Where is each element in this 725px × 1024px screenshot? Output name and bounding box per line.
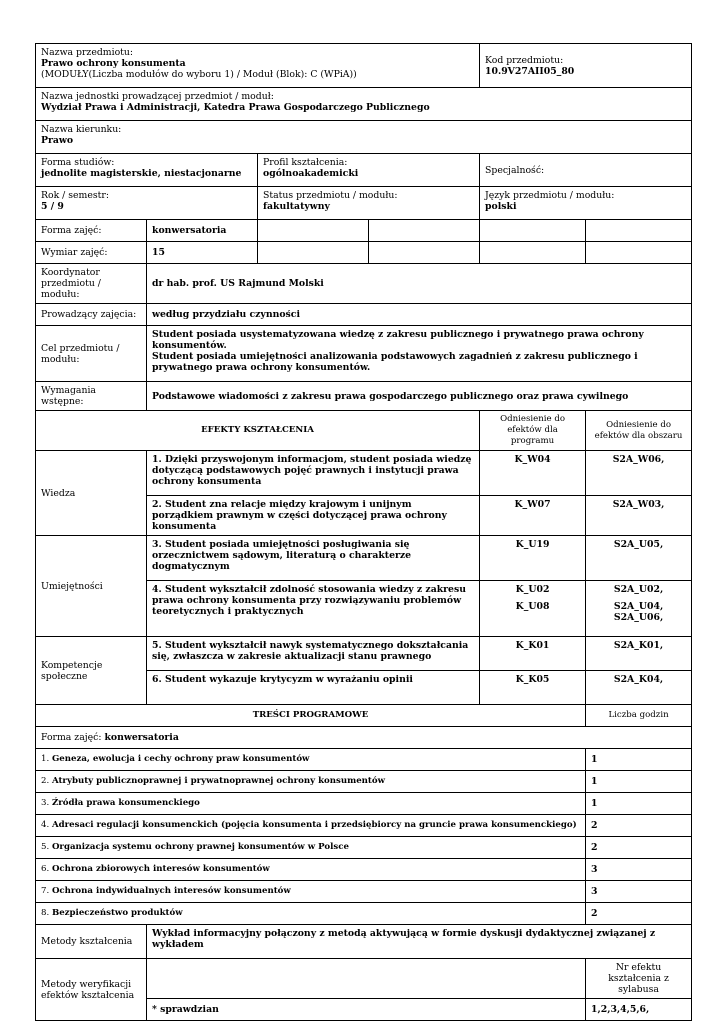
effect-program: K_U19 [480,536,586,581]
subject-row [36,44,692,88]
profile-cell [258,154,480,187]
effect-text: 3. Student posiada umiejętności posługiwania się orzecznictwem sądowym, literaturą o charakterze dogmatycznym [147,536,480,581]
coordinator-value: dr hab. prof. US Rajmund Molski [147,264,692,304]
topic-hours: 3 [586,881,692,903]
year-cell [36,187,258,220]
teachers-row [36,304,692,326]
study-form-row [36,154,692,187]
topic-hours: 1 [586,793,692,815]
topic-row [36,749,692,771]
unit-cell [36,88,692,121]
effects-header-row [36,411,692,451]
goal-row [36,326,692,382]
unit-row [36,88,692,121]
effects-col-program: Odniesienie do efektów dla programu [480,411,586,451]
topic-row [36,815,692,837]
content-hours-header: Liczba godzin [586,705,692,727]
effect-row [36,536,692,581]
year-value: 5 / 9 [41,201,64,212]
topic-row [36,793,692,815]
direction-value: Prawo [41,135,74,146]
effect-row [36,451,692,496]
effect-program: K_W07 [480,496,586,536]
class-form-label: Forma zajęć: [36,220,147,242]
status-cell [258,187,480,220]
language-value: polski [485,201,517,212]
topic-cell: 4. Adresaci regulacji konsumenckich (pojęcia konsumenta i przedsiębiorcy na gruncie prawa konsumenckiego) [36,815,586,837]
verification-method: * sprawdzian [147,999,586,1021]
goal-value [147,326,692,382]
effect-area: S2A_W06, [586,451,692,496]
topic-cell: 8. Bezpieczeństwo produktów [36,903,586,925]
topic-cell: 5. Organizacja systemu ochrony prawnej konsumentów w Polsce [36,837,586,859]
hours-label: Wymiar zajęć: [36,242,147,264]
subject-cell [36,44,480,88]
effects-header: EFEKTY KSZTAŁCENIA [36,411,480,451]
hours-value: 15 [147,242,258,264]
class-form-value: konwersatoria [147,220,258,242]
topic-cell: 1. Geneza, ewolucja i cechy ochrony praw konsumentów [36,749,586,771]
effect-program: K_K05 [480,671,586,705]
topic-cell: 3. Źródła prawa konsumenckiego [36,793,586,815]
topic-hours: 1 [586,749,692,771]
unit-label: Nazwa jednostki prowadzącej przedmiot / moduł: [41,91,274,102]
effect-area: S2A_W03, [586,496,692,536]
specialty-label: Specjalność: [485,164,545,176]
subject-code: 10.9V27AII05_80 [485,65,575,77]
topic-row [36,837,692,859]
effect-group-name: Kompetencje społeczne [36,637,147,705]
effect-text: 1. Dzięki przyswojonym informacjom, student posiada wiedzę dotyczącą podstawowych pojęć prawnych i instytucji prawa ochrony konsumenta [147,451,480,496]
effect-text: 2. Student zna relacje między krajowym i unijnym porządkiem prawnym w części dotyczącej prawa ochrony konsumenta [147,496,480,536]
syllabus-table [35,43,692,1021]
effect-area: S2A_K01, [586,637,692,671]
goal-label: Cel przedmiotu / modułu: [36,326,147,382]
teachers-value: według przydziału czynności [147,304,692,326]
effect-group-name: Umiejętności [36,536,147,637]
goal-line-2: Student posiada umiejętności analizowania podstawowych zagadnień z zakresu publicznego i prywatnego prawa ochrony konsumentów. [152,351,638,373]
year-row [36,187,692,220]
topic-hours: 3 [586,859,692,881]
methods-label: Metody kształcenia [36,925,147,959]
topic-cell: 6. Ochrona zbiorowych interesów konsumentów [36,859,586,881]
effect-row [36,637,692,671]
verification-col: Nr efektu kształcenia z sylabusa [586,959,692,999]
status-value: fakultatywny [263,201,330,212]
verification-effects: 1,2,3,4,5,6, [586,999,692,1021]
year-label: Rok / semestr: [41,190,109,201]
teachers-label: Prowadzący zajęcia: [36,304,147,326]
methods-value: Wykład informacyjny połączony z metodą aktywującą w formie dyskusji dydaktycznej związanej z wykładem [147,925,692,959]
hours-row [36,242,692,264]
effect-text: 5. Student wykształcił nawyk systematycznego dokształcania się, zwłaszcza w zakresie aktualizacji stanu prawnego [147,637,480,671]
content-header: TREŚCI PROGRAMOWE [36,705,586,727]
syllabus-sheet [35,43,691,1021]
class-form-row [36,220,692,242]
direction-row [36,121,692,154]
verification-label: Metody weryfikacji efektów kształcenia [36,959,147,1021]
subject-name: Prawo ochrony konsumenta [41,58,186,69]
topic-hours: 2 [586,903,692,925]
topic-hours: 2 [586,837,692,859]
language-label: Język przedmiotu / modułu: [485,190,615,201]
status-label: Status przedmiotu / modułu: [263,190,398,201]
content-form-label: Forma zajęć: [41,732,102,743]
effect-area: S2A_U02, S2A_U04, S2A_U06, [586,581,692,637]
topic-hours: 2 [586,815,692,837]
content-form-row [36,727,692,749]
profile-value: ogólnoakademicki [263,168,359,179]
topic-row [36,859,692,881]
content-form-value: konwersatoria [104,732,179,743]
study-form-value: jednolite magisterskie, niestacjonarne [41,168,242,179]
content-form-cell [36,727,692,749]
topic-cell: 7. Ochrona indywidualnych interesów konsumentów [36,881,586,903]
effects-col-area: Odniesienie do efektów dla obszaru [586,411,692,451]
coordinator-row [36,264,692,304]
language-cell [480,187,692,220]
topic-row [36,903,692,925]
effect-area: S2A_K04, [586,671,692,705]
direction-label: Nazwa kierunku: [41,124,122,135]
subject-module: (MODUŁY(Liczba modułów do wyboru 1) / Moduł (Blok): C (WPiA)) [41,69,357,80]
direction-cell [36,121,692,154]
coordinator-label: Koordynator przedmiotu / modułu: [36,264,147,304]
effect-area: S2A_U05, [586,536,692,581]
topic-cell: 2. Atrybuty publicznoprawnej i prywatnoprawnej ochrony konsumentów [36,771,586,793]
effect-program: K_K01 [480,637,586,671]
subject-code-label: Kod przedmiotu: [485,54,564,66]
topic-row [36,881,692,903]
content-header-row [36,705,692,727]
requirements-row [36,382,692,411]
subject-code-cell [480,44,692,88]
effect-program: K_W04 [480,451,586,496]
effect-group-name: Wiedza [36,451,147,536]
topic-row [36,771,692,793]
unit-value: Wydział Prawa i Administracji, Katedra Prawa Gospodarczego Publicznego [41,102,430,113]
methods-row [36,925,692,959]
effect-program: K_U02 K_U08 [480,581,586,637]
study-form-cell [36,154,258,187]
topic-hours: 1 [586,771,692,793]
requirements-value: Podstawowe wiadomości z zakresu prawa gospodarczego publicznego oraz prawa cywilnego [147,382,692,411]
effect-text: 4. Student wykształcił zdolność stosowania wiedzy z zakresu prawa ochrony konsumenta przy rozwiązywaniu problemów teoretycznych i praktycznych [147,581,480,637]
specialty-cell [480,154,692,187]
goal-line-1: Student posiada usystematyzowana wiedzę z zakresu publicznego i prywatnego prawa ochrony konsumentów. [152,329,644,351]
effect-text: 6. Student wykazuje krytycyzm w wyrażaniu opinii [147,671,480,705]
verification-header-row [36,959,692,999]
requirements-label: Wymagania wstępne: [36,382,147,411]
study-form-label: Forma studiów: [41,157,115,168]
profile-label: Profil kształcenia: [263,157,348,168]
subject-name-label: Nazwa przedmiotu: [41,47,134,58]
